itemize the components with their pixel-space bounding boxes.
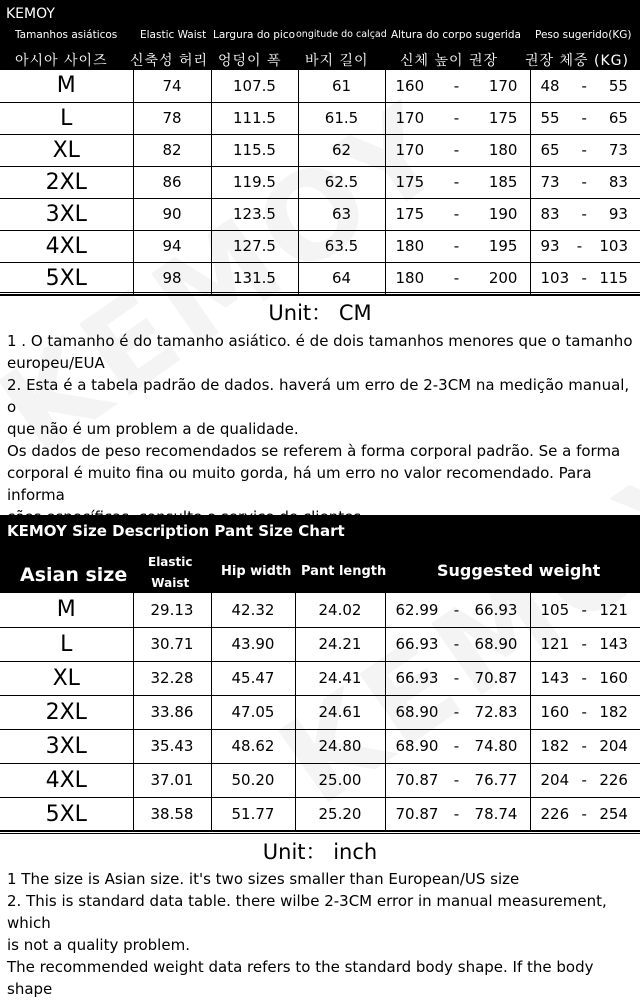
size-cell: 5XL — [0, 797, 133, 831]
table-row — [0, 763, 640, 797]
range-min: 180 — [396, 237, 425, 255]
range-min: 175 — [396, 205, 425, 223]
weight-lb-range-cell-values — [386, 703, 530, 721]
range-max: 83 — [609, 173, 628, 191]
range-separator: - — [582, 771, 587, 789]
hip-cell: 115.5 — [211, 134, 298, 166]
header-asian-size: Asian size — [20, 564, 127, 586]
waist-cell: 94 — [133, 230, 211, 262]
table-row — [0, 797, 640, 831]
range-min: 170 — [396, 141, 425, 159]
weight-range-cell — [530, 102, 640, 134]
weight-lb-range-cell — [385, 695, 530, 729]
weight-range-cell — [530, 230, 640, 262]
inch-table-body — [0, 593, 640, 832]
note-line: The recommended weight data refers to the standard body shape. If the body shape — [7, 956, 635, 1000]
size-cell: L — [0, 102, 133, 134]
table-row — [0, 230, 640, 262]
header-ko-size: 아시아 사이즈 — [15, 50, 108, 70]
height-range-cell — [385, 134, 530, 166]
height-range-cell — [385, 198, 530, 230]
waist-cell: 30.71 — [133, 627, 211, 661]
size-cell: 4XL — [0, 230, 133, 262]
table-row — [0, 102, 640, 134]
note-line: corporal é muito fina ou muito gorda, há um erro no valor recomendado. Para informa — [7, 462, 635, 506]
brand-label: KEMOY — [6, 6, 55, 22]
range-min: 121 — [541, 635, 570, 653]
range-min: 73 — [541, 173, 560, 191]
note-line: Os dados de peso recomendados se referem à forma corporal padrão. Se a forma — [7, 440, 635, 462]
weight-range-cell-values — [531, 601, 640, 619]
range-separator: - — [582, 703, 587, 721]
height-range-cell-values — [386, 141, 530, 159]
range-max: 68.90 — [475, 635, 518, 653]
weight-range-cell-values — [531, 269, 640, 287]
length-cell: 24.80 — [295, 729, 385, 763]
size-cell: XL — [0, 134, 133, 166]
range-min: 48 — [541, 77, 560, 95]
table-row — [0, 166, 640, 198]
waist-cell: 37.01 — [133, 763, 211, 797]
size-cell: 3XL — [0, 729, 133, 763]
hip-cell: 47.05 — [211, 695, 295, 729]
note-line: que não é um problem a de qualidade. — [7, 418, 635, 440]
range-min: 143 — [541, 669, 570, 687]
cm-notes — [7, 330, 635, 528]
hip-cell: 123.5 — [211, 198, 298, 230]
weight-range-cell-values — [531, 237, 640, 255]
hip-cell: 42.32 — [211, 593, 295, 627]
table-row — [0, 198, 640, 230]
range-separator: - — [454, 141, 459, 159]
range-separator: - — [454, 237, 459, 255]
range-max: 180 — [489, 141, 518, 159]
range-separator: - — [454, 669, 459, 687]
range-min: 68.90 — [396, 737, 439, 755]
note-line: 1 The size is Asian size. it's two sizes smaller than European/US size — [7, 868, 635, 890]
length-cell: 62 — [298, 134, 385, 166]
range-separator: - — [582, 269, 587, 287]
table-row — [0, 262, 640, 294]
range-max: 103 — [599, 237, 628, 255]
waist-cell: 32.28 — [133, 661, 211, 695]
note-line: 2. This is standard data table. there wilbe 2-3CM error in manual measurement, which — [7, 890, 635, 934]
range-separator: - — [454, 737, 459, 755]
weight-range-cell-values — [531, 669, 640, 687]
range-min: 55 — [541, 109, 560, 127]
range-separator: - — [454, 805, 459, 823]
range-separator: - — [582, 669, 587, 687]
length-cell: 25.20 — [295, 797, 385, 831]
height-range-cell-values — [386, 269, 530, 287]
range-separator: - — [454, 635, 459, 653]
weight-range-cell-values — [531, 703, 640, 721]
hip-cell: 131.5 — [211, 262, 298, 294]
range-min: 83 — [541, 205, 560, 223]
range-max: 143 — [599, 635, 628, 653]
range-max: 204 — [599, 737, 628, 755]
range-max: 200 — [489, 269, 518, 287]
range-max: 254 — [599, 805, 628, 823]
range-separator: - — [582, 141, 587, 159]
size-cell: M — [0, 593, 133, 627]
range-max: 74.80 — [475, 737, 518, 755]
range-min: 66.93 — [396, 669, 439, 687]
height-range-cell — [385, 166, 530, 198]
weight-lb-range-cell-values — [386, 635, 530, 653]
length-cell: 61.5 — [298, 102, 385, 134]
weight-lb-range-cell-values — [386, 805, 530, 823]
weight-lb-range-cell-values — [386, 669, 530, 687]
header-elastic-waist-line1: Elastic — [148, 552, 193, 573]
cm-size-table — [0, 0, 640, 295]
weight-lb-range-cell-values — [386, 737, 530, 755]
waist-cell: 78 — [133, 102, 211, 134]
range-separator: - — [454, 205, 459, 223]
height-range-cell-values — [386, 237, 530, 255]
weight-range-cell-values — [531, 771, 640, 789]
range-max: 175 — [489, 109, 518, 127]
waist-cell: 82 — [133, 134, 211, 166]
weight-lb-range-cell-values — [386, 771, 530, 789]
table-row — [0, 695, 640, 729]
waist-cell: 74 — [133, 70, 211, 102]
inch-notes — [7, 868, 635, 1000]
height-range-cell — [385, 262, 530, 294]
note-line: 2. Esta é a tabela padrão de dados. haverá um erro de 2-3CM na medição manual, o — [7, 374, 635, 418]
range-separator: - — [454, 77, 459, 95]
waist-cell: 86 — [133, 166, 211, 198]
range-separator: - — [582, 737, 587, 755]
header-pt-length: ongitude do calçad — [296, 29, 387, 40]
hip-cell: 43.90 — [211, 627, 295, 661]
header-pt-weight: Peso sugerido(KG) — [535, 29, 631, 41]
hip-cell: 51.77 — [211, 797, 295, 831]
weight-range-cell — [530, 729, 640, 763]
weight-range-cell-values — [531, 141, 640, 159]
length-cell: 64 — [298, 262, 385, 294]
weight-range-cell-values — [531, 109, 640, 127]
size-cell: XL — [0, 661, 133, 695]
height-range-cell-values — [386, 77, 530, 95]
size-cell: L — [0, 627, 133, 661]
range-separator: - — [577, 237, 582, 255]
range-separator: - — [454, 703, 459, 721]
waist-cell: 90 — [133, 198, 211, 230]
range-max: 121 — [599, 601, 628, 619]
range-min: 93 — [541, 237, 560, 255]
weight-lb-range-cell-values — [386, 601, 530, 619]
height-range-cell — [385, 70, 530, 102]
header-ko-weight: 권장 체중 (KG) — [525, 50, 629, 70]
weight-range-cell — [530, 134, 640, 166]
length-cell: 24.61 — [295, 695, 385, 729]
range-max: 65 — [609, 109, 628, 127]
length-cell: 25.00 — [295, 763, 385, 797]
weight-lb-range-cell — [385, 797, 530, 831]
weight-range-cell — [530, 198, 640, 230]
range-separator: - — [454, 601, 459, 619]
range-separator: - — [454, 173, 459, 191]
weight-range-cell-values — [531, 77, 640, 95]
weight-range-cell — [530, 797, 640, 831]
height-range-cell-values — [386, 109, 530, 127]
range-min: 103 — [541, 269, 570, 287]
waist-cell: 33.86 — [133, 695, 211, 729]
size-cell: 4XL — [0, 763, 133, 797]
header-ko-height: 신체 높이 권장 — [400, 50, 498, 70]
table-row — [0, 627, 640, 661]
range-separator: - — [582, 205, 587, 223]
range-separator: - — [582, 77, 587, 95]
range-separator: - — [454, 771, 459, 789]
height-range-cell — [385, 230, 530, 262]
range-max: 72.83 — [475, 703, 518, 721]
weight-range-cell-values — [531, 737, 640, 755]
weight-range-cell — [530, 70, 640, 102]
note-line: europeu/EUA — [7, 352, 635, 374]
weight-range-cell-values — [531, 205, 640, 223]
weight-lb-range-cell — [385, 627, 530, 661]
waist-cell: 29.13 — [133, 593, 211, 627]
header-pt-waist: Elastic Waist — [140, 29, 206, 41]
header-suggested-weight: Suggested weight — [437, 561, 600, 580]
range-min: 182 — [541, 737, 570, 755]
hip-cell: 111.5 — [211, 102, 298, 134]
inch-size-table — [0, 593, 640, 832]
range-max: 76.77 — [475, 771, 518, 789]
range-max: 185 — [489, 173, 518, 191]
range-max: 93 — [609, 205, 628, 223]
range-min: 180 — [396, 269, 425, 287]
range-max: 226 — [599, 771, 628, 789]
range-min: 66.93 — [396, 635, 439, 653]
range-max: 170 — [489, 77, 518, 95]
range-max: 160 — [599, 669, 628, 687]
weight-range-cell — [530, 593, 640, 627]
table-row — [0, 729, 640, 763]
size-cell: 2XL — [0, 166, 133, 198]
range-min: 170 — [396, 109, 425, 127]
length-cell: 62.5 — [298, 166, 385, 198]
weight-range-cell — [530, 661, 640, 695]
waist-cell: 35.43 — [133, 729, 211, 763]
range-separator: - — [454, 109, 459, 127]
header-hip-width: Hip width — [221, 564, 291, 579]
inch-table-header — [0, 515, 640, 593]
length-cell: 24.02 — [295, 593, 385, 627]
range-max: 55 — [609, 77, 628, 95]
table-row — [0, 134, 640, 166]
cm-table-body — [0, 70, 640, 295]
size-cell: M — [0, 70, 133, 102]
header-ko-length: 바지 길이 — [305, 50, 369, 70]
weight-range-cell-values — [531, 635, 640, 653]
range-min: 70.87 — [396, 805, 439, 823]
table-row — [0, 661, 640, 695]
inch-table-bottom-rule — [0, 830, 640, 834]
hip-cell: 107.5 — [211, 70, 298, 102]
range-max: 66.93 — [475, 601, 518, 619]
weight-range-cell-values — [531, 173, 640, 191]
range-min: 175 — [396, 173, 425, 191]
hip-cell: 48.62 — [211, 729, 295, 763]
weight-range-cell — [530, 763, 640, 797]
table-row — [0, 593, 640, 627]
range-min: 65 — [541, 141, 560, 159]
length-cell: 61 — [298, 70, 385, 102]
length-cell: 24.21 — [295, 627, 385, 661]
range-min: 68.90 — [396, 703, 439, 721]
waist-cell: 98 — [133, 262, 211, 294]
range-separator: - — [582, 805, 587, 823]
header-ko-waist: 신축성 허리 — [130, 50, 208, 70]
range-min: 226 — [541, 805, 570, 823]
weight-range-cell — [530, 262, 640, 294]
header-pt-size: Tamanhos asiáticos — [15, 29, 117, 41]
inch-table-title: KEMOY Size Description Pant Size Chart — [7, 522, 345, 540]
header-pant-length: Pant length — [301, 564, 386, 579]
range-max: 115 — [599, 269, 628, 287]
range-separator: - — [582, 173, 587, 191]
range-max: 70.87 — [475, 669, 518, 687]
length-cell: 63.5 — [298, 230, 385, 262]
range-max: 195 — [489, 237, 518, 255]
weight-range-cell — [530, 166, 640, 198]
size-cell: 3XL — [0, 198, 133, 230]
range-min: 62.99 — [396, 601, 439, 619]
cm-table-header — [0, 0, 640, 70]
cm-table-bottom-rule — [0, 292, 640, 296]
weight-lb-range-cell — [385, 593, 530, 627]
weight-range-cell-values — [531, 805, 640, 823]
range-min: 160 — [541, 703, 570, 721]
range-min: 70.87 — [396, 771, 439, 789]
note-line: 1 . O tamanho é do tamanho asiático. é de dois tamanhos menores que o tamanho — [7, 330, 635, 352]
header-elastic-waist-line2: Waist — [148, 573, 193, 594]
size-cell: 5XL — [0, 262, 133, 294]
weight-lb-range-cell — [385, 729, 530, 763]
height-range-cell-values — [386, 205, 530, 223]
inch-unit-label: Unit： inch — [0, 836, 640, 866]
length-cell: 24.41 — [295, 661, 385, 695]
header-ko-hip: 엉덩이 폭 — [218, 50, 282, 70]
weight-lb-range-cell — [385, 661, 530, 695]
weight-lb-range-cell — [385, 763, 530, 797]
size-cell: 2XL — [0, 695, 133, 729]
range-separator: - — [582, 635, 587, 653]
hip-cell: 127.5 — [211, 230, 298, 262]
range-min: 105 — [541, 601, 570, 619]
header-pt-height: Altura do corpo sugerida — [391, 29, 521, 41]
cm-unit-label: Unit： CM — [0, 297, 640, 327]
length-cell: 63 — [298, 198, 385, 230]
waist-cell: 38.58 — [133, 797, 211, 831]
range-separator: - — [582, 109, 587, 127]
range-separator: - — [454, 269, 459, 287]
hip-cell: 50.20 — [211, 763, 295, 797]
hip-cell: 45.47 — [211, 661, 295, 695]
note-line: is not a quality problem. — [7, 934, 635, 956]
range-min: 160 — [396, 77, 425, 95]
header-pt-hip: Largura do pico — [213, 29, 295, 41]
range-max: 78.74 — [475, 805, 518, 823]
range-min: 204 — [541, 771, 570, 789]
hip-cell: 119.5 — [211, 166, 298, 198]
range-max: 182 — [599, 703, 628, 721]
range-max: 190 — [489, 205, 518, 223]
height-range-cell-values — [386, 173, 530, 191]
header-elastic-waist — [148, 552, 193, 594]
height-range-cell — [385, 102, 530, 134]
range-max: 73 — [609, 141, 628, 159]
weight-range-cell — [530, 627, 640, 661]
range-separator: - — [582, 601, 587, 619]
weight-range-cell — [530, 695, 640, 729]
table-row — [0, 70, 640, 102]
